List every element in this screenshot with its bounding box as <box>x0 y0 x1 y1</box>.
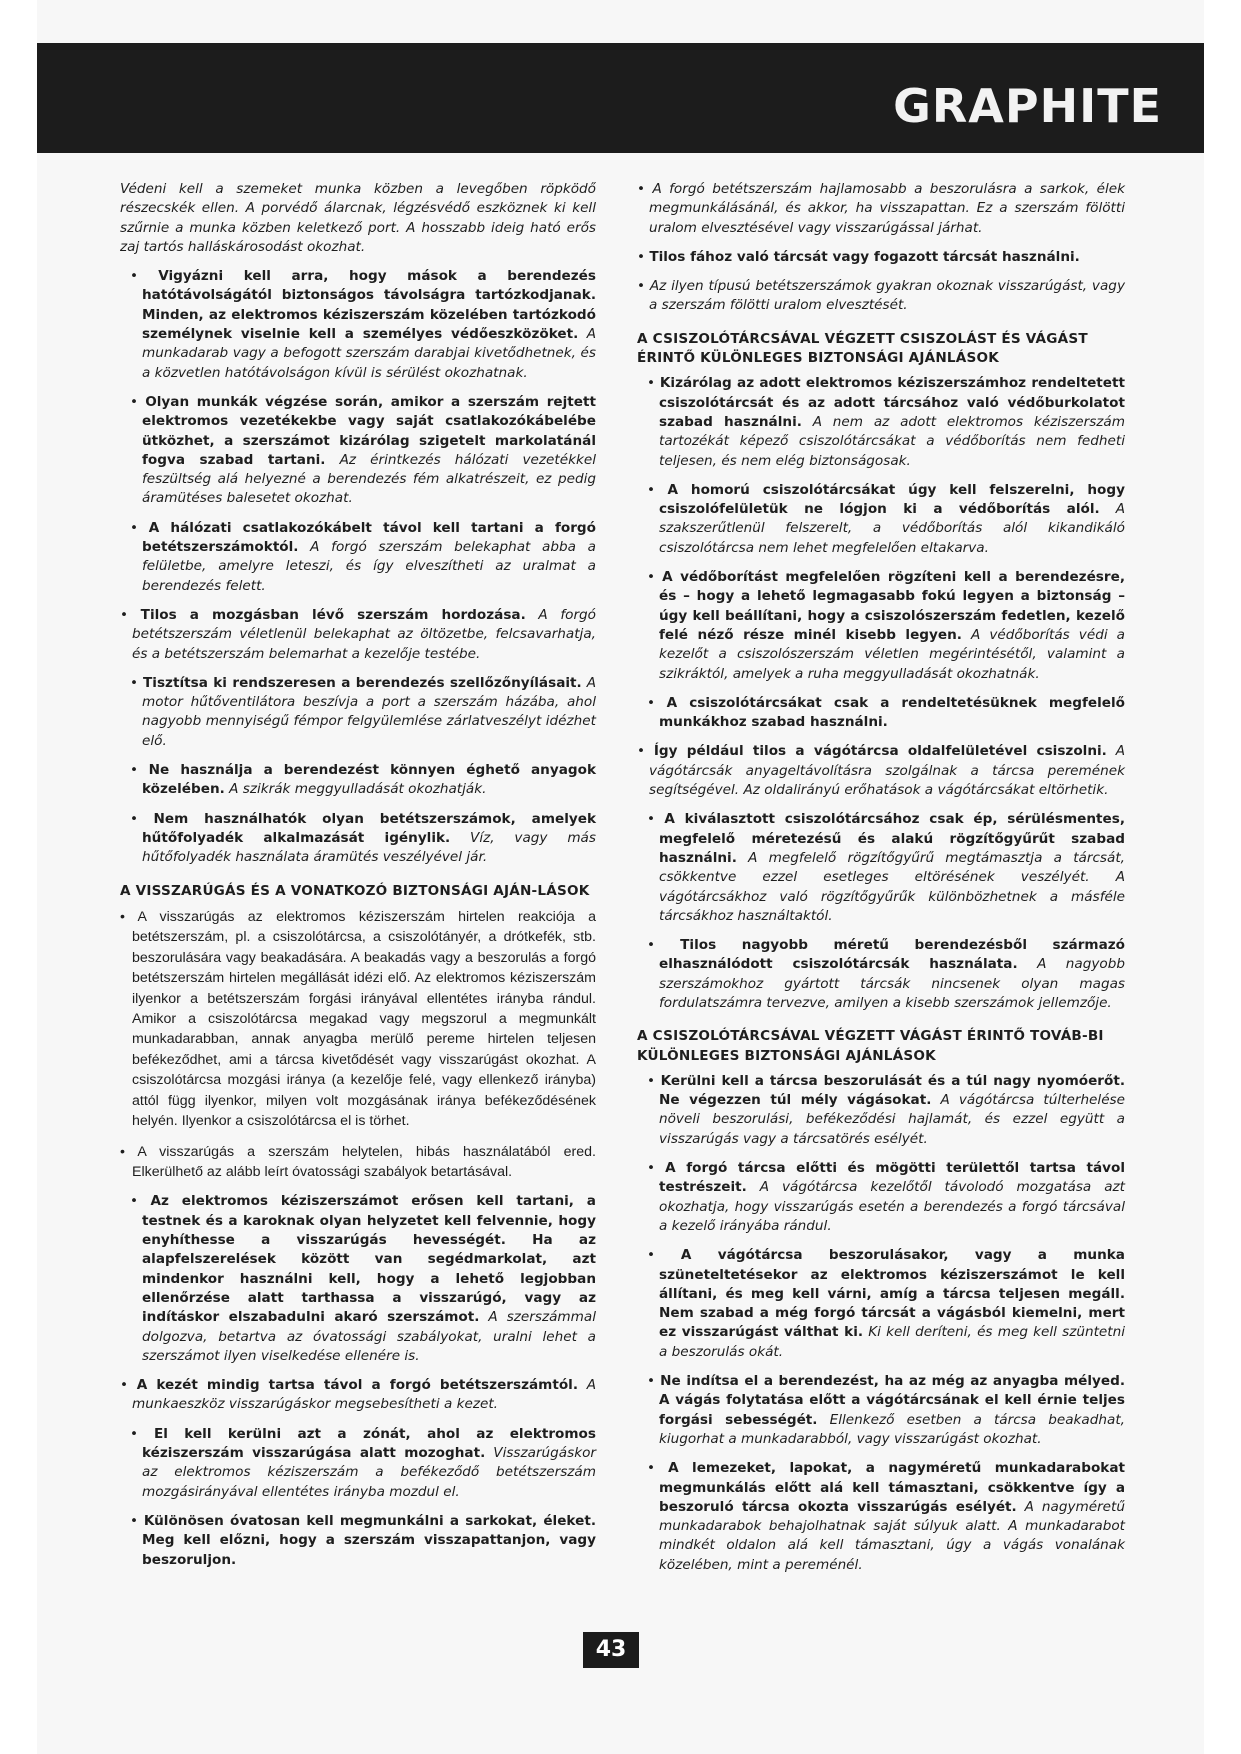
bullet-italic: A szerszámmal dolgozva, betartva az óvatossági szabályokat, uralni lehet a szerszámot ilyen viselkedése ellenére is. <box>142 1309 597 1364</box>
bullet-item: • Az elektromos kéziszerszámot erősen kell tartani, a testnek és a karoknak olyan helyzetet kell felvennie, hogy enyhíthesse a visszarúgás hevességét. Ha az alapfelszerelések között van segédmarkolat, azt mindenkor használni kell, hogy a lehető legjobban ellenőrzése alatt tarthassa a visszarúgó, vagy az indításkor elszabadulni akaró szerszámot. A szerszámmal dolgozva, betartva az óvatossági szabályokat, uralni lehet a szerszámot ilyen viselkedése ellenére is. <box>130 1193 597 1364</box>
bullet-bold: A homorú csiszolótárcsákat úgy kell felszerelni, hogy csiszolófelületük ne lógjon ki a védőborítás alól. <box>659 481 1125 518</box>
bullet-item: • A védőborítást megfelelően rögzíteni kell a berendezésre, és – hogy a lehető legmagasabb fokú legyen a biztonság – úgy kell beállítani, hogy a csiszolószerszám fedetlen, kezelő felé néző része minél kisebb legyen. A védőborítás védi a kezelőt a csiszolószerszám véletlen megérintésétől, valamint a szikráktól, amelyek a ruha meggyulladását okozhatnák. <box>647 569 1125 682</box>
bullet-item: • A forgó betétszerszám hajlamosabb a beszorulásra a sarkok, élek megmunkálásánál, és akkor, ha visszapattan. Ez a szerszám fölötti uralom elvesztésével vagy visszarúgással járhat. <box>637 181 1125 236</box>
bullet-bold: Így például tilos a vágótárcsa oldalfelületével csiszolni. <box>653 743 1107 760</box>
bullet-bold: Tisztítsa ki rendszeresen a berendezés szellőzőnyílásait. <box>143 674 582 691</box>
bullet-item: • Olyan munkák végzése során, amikor a szerszám rejtett elektromos vezetékekbe vagy saját csatlakozókábelébe ütközhet, a szerszámot kizárólag szigetelt markolatánál fogva szabad tartani. Az érintkezés hálózati vezetékkel feszültség alá helyezné a berendezés fém alkatrészeit, ez pedig áramütéses balesetet okozhat. <box>130 393 597 507</box>
bullet-item: • Vigyázni kell arra, hogy mások a berendezés hatótávolságától biztonságos távolságra tartózkodjanak. Minden, az elektromos kéziszerszám közelében tartózkodó személynek viselnie kell a személyes védőeszközöket. A munkadarab vagy a befogott szerszám darabjai kivetődhetnek, és a közvetlen hatótávolságon kívül is sérülést okozhatnak. <box>130 268 596 381</box>
bullet-bold: A forgó tárcsa előtti és mögötti területtől tartsa távol testrészeit. <box>659 1160 1125 1196</box>
bullet-italic: Az érintkezés hálózati vezetékkel feszültség alá helyezné a berendezés fém alkatrészeit, ez pedig áramütéses balesetet okozhat. <box>142 451 596 507</box>
bullet-item: • Ne indítsa el a berendezést, ha az még az anyagba mélyed. A vágás folytatása előtt a vágótárcsának el kell érnie teljes forgási sebességét. Ellenkező esetben a tárcsa beakadhat, kiugorhat a munkadarabból, vagy visszarúgást okozhat. <box>647 1373 1125 1447</box>
bullet-bold: Tilos nagyobb méretű berendezésből származó elhasználódott csiszolótárcsák használata. <box>659 937 1125 973</box>
bullet-italic: A vágótárcsa kezelőtől távolodó mozgatása azt okozhatja, hogy visszarúgás esetén a berendezés a forgó tárcsával a kezelő irányába rándul. <box>659 1179 1125 1234</box>
section-heading: A VISSZARÚGÁS ÉS A VONATKOZÓ BIZTONSÁGI AJÁN-LÁSOK <box>120 882 590 899</box>
section-heading: A CSISZOLÓTÁRCSÁVAL VÉGZETT VÁGÁST ÉRINTŐ TOVÁB-BI KÜLÖNLEGES BIZTONSÁGI AJÁNLÁSOK <box>637 1028 1104 1064</box>
bullet-item: • Nem használhatók olyan betétszerszámok, amelyek hűtőfolyadék alkalmazását igénylik. Víz, vagy más hűtőfolyadék használata áramütés veszélyével jár. <box>130 810 597 866</box>
bullet-bold: A védőborítást megfelelően rögzíteni kell a berendezésre, és – hogy a lehető legmagasabb fokú legyen a biztonság – úgy kell beállítani, hogy a csiszolószerszám fedetlen, kezelő felé néző része minél kisebb legyen. <box>659 569 1125 643</box>
bullet-item: • Így például tilos a vágótárcsa oldalfelületével csiszolni. A vágótárcsák anyageltávolításra szolgálnak a tárcsa peremének segítségével. Az oldalirányú erőhatások a vágótárcsákat eltörhetik. <box>637 743 1125 799</box>
bullet-text: A visszarúgás az elektromos kéziszerszám hirtelen reakciója a betétszerszám, pl. a csiszolótárcsa, a csiszolótányér, a drótkefék, stb. beszorulására vagy beakadására. A beakadás vagy a beszorulás a forgó betétszerszám hirtelen megállását idézi elő. Az elektromos kéziszerszám ilyenkor a betétszerszám forgási irányával ellentétes irányba rándul. Amikor a csiszolótárcsa megakad vagy megszorul a megmunkált munkadarabban, annak anyagba merülő pereme hirtelen teljesen befékeződhet, ami a tárcsa kivetődését vagy visszarúgást okozhat. A csiszolótárcsa mozgási iránya (a kezelője felé, vagy ellenkező irányba) attól függ ilyenkor, milyen volt mozgásának iránya befékeződésének helyén. Ilyenkor a csiszolótárcsa el is törhet. <box>132 908 596 1130</box>
bullet-item: • A lemezeket, lapokat, a nagyméretű munkadarabokat megmunkálás előtt alá kell támasztani, csökkentve így a beszoruló tárcsa okozta visszarúgás esélyét. A nagyméretű munkadarabok behajolhatnak saját súlyuk alatt. A munkadarabot mindkét oldalon alá kell támasztani, úgy a vágás vonalának közelében, mint a pereménél. <box>647 1460 1126 1573</box>
bullet-italic: A munkaeszköz visszarúgáskor megsebesítheti a kezet. <box>132 1377 596 1413</box>
bullet-item: • A vágótárcsa beszorulásakor, vagy a munka szüneteltetésekor az elektromos kéziszerszámot le kell állítani, és meg kell várni, amíg a tárcsa teljesen megáll. Nem szabad a még forgó tárcsát a vágásból kiemelni, mert ez visszarúgást válthat ki. Ki kell deríteni, és meg kell szüntetni a beszorulás okát. <box>647 1247 1125 1360</box>
bullet-item: • A visszarúgás az elektromos kéziszerszám hirtelen reakciója a betétszerszám, pl. a csiszolótárcsa, a csiszolótányér, a drótkefék, stb. beszorulására vagy beakadására. A beakadás vagy a beszorulás a forgó betétszerszám hirtelen megállását idézi elő. Az elektromos kéziszerszám ilyenkor a betétszerszám forgási irányával ellentétes irányba rándul. Amikor a csiszolótárcsa megakad vagy megszorul a megmunkált munkadarabban, annak anyagba merülő pereme hirtelen teljesen befékeződhet, ami a tárcsa kivetődését vagy visszarúgást okozhat. A csiszolótárcsa mozgási iránya (a kezelője felé, vagy ellenkező irányba) attól függ ilyenkor, milyen volt mozgásának iránya befékeződésének helyén. Ilyenkor a csiszolótárcsa el is törhet. <box>120 908 596 1130</box>
bullet-italic: A motor hűtőventilátora beszívja a port a szerszám házába, ahol nagyobb mennyiségű fémpor felgyülemlése zárlatveszélyt idézhet elő. <box>142 674 596 749</box>
bullet-bold: A hálózati csatlakozókábelt távol kell tartani a forgó betétszerszámoktól. <box>142 519 597 556</box>
bullet-italic: A szikrák meggyulladását okozhatják. <box>229 781 487 798</box>
bullet-italic: A megfelelő rögzítőgyűrű megtámasztja a tárcsát, csökkentve ezzel esetleges eltörésének veszélyét. A vágótárcsákhoz való rögzítőgyűrűk különbözhetnek a másféle tárcsákhoz használtaktól. <box>659 849 1125 924</box>
bullet-italic: A védőborítás védi a kezelőt a csiszolószerszám véletlen megérintésétől, valamint a szikráktól, amelyek a ruha meggyulladását okozhatnák. <box>659 626 1125 682</box>
left-column <box>120 180 596 1580</box>
bullet-bold: A lemezeket, lapokat, a nagyméretű munkadarabokat megmunkálás előtt alá kell támasztani, csökkentve így a beszoruló tárcsa okozta visszarúgás esélyét. <box>659 1460 1126 1515</box>
bullet-italic: A nagyméretű munkadarabok behajolhatnak saját súlyuk alatt. A munkadarabot mindkét oldalon alá kell támasztani, úgy a vágás vonalának közelében, mint a pereménél. <box>659 1498 1125 1573</box>
bullet-bold: A csiszolótárcsákat csak a rendeltetésüknek megfelelő munkákhoz szabad használni. <box>659 694 1125 731</box>
bullet-text: A visszarúgás a szerszám helytelen, hibás használatából ered. Elkerülhető az alább leírt óvatossági szabályok betartásával. <box>132 1143 596 1181</box>
bullet-bold: El kell kerülni azt a zónát, ahol az elektromos kéziszerszám visszarúgása alatt mozoghat. <box>142 1425 596 1462</box>
bullet-bold: Ne indítsa el a berendezést, ha az még az anyagba mélyed. A vágás folytatása előtt a vágótárcsának el kell érnie teljes forgási sebességét. <box>659 1373 1125 1428</box>
page-number: 43 <box>583 1632 639 1668</box>
bullet-item: • Tilos a mozgásban lévő szerszám hordozása. A forgó betétszerszám véletlenül belekaphat az öltözetbe, felcsavarhatja, és a betétszerszám belemarhat a kezelője testébe. <box>120 606 596 662</box>
bullet-italic: A forgó szerszám belekaphat abba a felületbe, amelyre leteszi, és így elveszítheti az uralmat a berendezés felett. <box>142 539 596 594</box>
bullet-item: • A csiszolótárcsákat csak a rendeltetésüknek megfelelő munkákhoz szabad használni. <box>647 694 1125 731</box>
bullet-item: • Tilos fához való tárcsát vagy fogazott tárcsát használni. <box>637 248 1080 265</box>
header-bar <box>37 43 1204 153</box>
bullet-item: • Ne használja a berendezést könnyen éghető anyagok közelében. A szikrák meggyulladását okozhatják. <box>130 762 596 798</box>
bullet-bold: Ne használja a berendezést könnyen éghető anyagok közelében. <box>142 762 596 798</box>
bullet-item: • Tisztítsa ki rendszeresen a berendezés szellőzőnyílásait. A motor hűtőventilátora beszívja a port a szerszám házába, ahol nagyobb mennyiségű fémpor felgyülemlése zárlatveszélyt idézhet elő. <box>130 674 596 749</box>
paragraph: Védeni kell a szemeket munka közben a levegőben röpködő részecskék ellen. A porvédő álarcnak, légzésvédő eszköznek ki kell szűrnie a munka közben keletkező port. A hosszabb ideig ható erős zaj tartós halláskárosodást okozhat. <box>120 181 596 255</box>
bullet-bold: Kerülni kell a tárcsa beszorulását és a túl nagy nyomóerőt. Ne végezzen túl mély vágásokat. <box>659 1072 1125 1109</box>
bullet-bold: Tilos a mozgásban lévő szerszám hordozása. <box>140 606 526 623</box>
bullet-item: • Tilos nagyobb méretű berendezésből származó elhasználódott csiszolótárcsák használata. A nagyobb szerszámokhoz gyártott tárcsák nincsenek olyan magas fordulatszámra tervezve, amilyen a kisebb szerszámok jellemzője. <box>647 937 1125 1011</box>
bullet-bold: Az elektromos kéziszerszámot erősen kell tartani, a testnek és a karoknak olyan helyzetet kell felvennie, hogy enyhíthesse a visszarúgás hevességét. Ha az alapfelszerelések között van segédmarkolat, azt mindenkor használni kell, hogy a lehető legjobban ellenőrzése alatt tarthassa a visszarúgó, vagy az indításkor elszabadulni akaró szerszámot. <box>142 1193 596 1326</box>
bullet-italic: Az ilyen típusú betétszerszámok gyakran okoznak visszarúgást, vagy a szerszám fölötti uralom elvesztését. <box>649 278 1125 314</box>
bullet-italic: Ellenkező esetben a tárcsa beakadhat, kiugorhat a munkadarabból, vagy visszarúgást okozhat. <box>659 1411 1125 1447</box>
bullet-italic: Visszarúgáskor az elektromos kéziszerszám a befékeződő betétszerszám mozgásirányával ellentétes irányba mozdul el. <box>142 1445 596 1500</box>
bullet-italic: A munkadarab vagy a befogott szerszám darabjai kivetődhetnek, és a közvetlen hatótávolságon kívül is sérülést okozhatnak. <box>142 326 596 381</box>
bullet-italic: Víz, vagy más hűtőfolyadék használata áramütés veszélyével jár. <box>142 829 596 866</box>
bullet-item: • A kiválasztott csiszolótárcsához csak ép, sérülésmentes, megfelelő méretezésű és alakú rögzítőgyűrűt szabad használni. A megfelelő rögzítőgyűrű megtámasztja a tárcsát, csökkentve ezzel esetleges eltörésének veszélyét. A vágótárcsákhoz való rögzítőgyűrűk különbözhetnek a másféle tárcsákhoz használtaktól. <box>647 811 1125 924</box>
bullet-item: • A homorú csiszolótárcsákat úgy kell felszerelni, hogy csiszolófelületük ne lógjon ki a védőborítás alól. A szakszerűtlenül felszerelt, a védőborítás alól kikandikáló csiszolótárcsa nem lehet megfelelően eltakarva. <box>647 481 1125 556</box>
bullet-italic: A forgó betétszerszám véletlenül belekaphat az öltözetbe, felcsavarhatja, és a betétszerszám belemarhat a kezelője testébe. <box>132 606 596 662</box>
bullet-bold: A kiválasztott csiszolótárcsához csak ép, sérülésmentes, megfelelő méretezésű és alakú rögzítőgyűrűt szabad használni. <box>659 811 1125 866</box>
bullet-bold: Tilos fához való tárcsát vagy fogazott tárcsát használni. <box>649 248 1080 265</box>
bullet-item: • Kerülni kell a tárcsa beszorulását és a túl nagy nyomóerőt. Ne végezzen túl mély vágásokat. A vágótárcsa túlterhelése növeli beszorulási, befékeződési hajlamát, és ezzel együtt a visszarúgás vagy a tárcsatörés esélyét. <box>647 1072 1126 1147</box>
section-heading: A CSISZOLÓTÁRCSÁVAL VÉGZETT CSISZOLÁST ÉS VÁGÁST ÉRINTŐ KÜLÖNLEGES BIZTONSÁGI AJÁNLÁSOK <box>637 330 1088 367</box>
bullet-italic: A vágótárcsa túlterhelése növeli beszorulási, befékeződési hajlamát, és ezzel együtt a visszarúgás vagy a tárcsatörés esélyét. <box>659 1092 1126 1147</box>
bullet-bold: A vágótárcsa beszorulásakor, vagy a munka szüneteltetésekor az elektromos kéziszerszámot le kell állítani, és meg kell várni, amíg a tárcsa teljesen megáll. Nem szabad a még forgó tárcsát a vágásból kiemelni, mert ez visszarúgást válthat ki. <box>659 1247 1125 1341</box>
bullet-bold: Kizárólag az adott elektromos kéziszerszámhoz rendeltetett csiszolótárcsát és az adott tárcsához való védőburkolatot szabad használni. <box>659 375 1125 430</box>
bullet-item: • Kizárólag az adott elektromos kéziszerszámhoz rendeltetett csiszolótárcsát és az adott tárcsához való védőburkolatot szabad használni. A nem az adott elektromos kéziszerszám tartozékát képező csiszolótárcsákat a védőborítás nem fedheti teljesen, és nem elég biztonságosak. <box>647 375 1125 469</box>
bullet-bold: Különösen óvatosan kell megmunkálni a sarkokat, éleket. Meg kell előzni, hogy a szerszám visszapattanjon, vagy beszoruljon. <box>142 1512 596 1568</box>
bullet-item: • A hálózati csatlakozókábelt távol kell tartani a forgó betétszerszámoktól. A forgó szerszám belekaphat abba a felületbe, amelyre leteszi, és így elveszítheti az uralmat a berendezés felett. <box>130 519 597 594</box>
brand-logo: GRAPHITE <box>893 79 1162 133</box>
bullet-italic: A forgó betétszerszám hajlamosabb a beszorulásra a sarkok, élek megmunkálásánál, és akkor, ha visszapattan. Ez a szerszám fölötti uralom elvesztésével vagy visszarúgással járhat. <box>649 181 1125 236</box>
bullet-item: • A visszarúgás a szerszám helytelen, hibás használatából ered. Elkerülhető az alább leírt óvatossági szabályok betartásával. <box>120 1143 596 1181</box>
bullet-bold: Vigyázni kell arra, hogy mások a berendezés hatótávolságától biztonságos távolságra tartózkodjanak. Minden, az elektromos kéziszerszám közelében tartózkodó személynek viselnie kell a személyes védőeszközöket. <box>142 268 596 343</box>
right-column <box>637 180 1125 1585</box>
bullet-italic: Ki kell deríteni, és meg kell szüntetni a beszorulás okát. <box>659 1324 1125 1360</box>
bullet-bold: Olyan munkák végzése során, amikor a szerszám rejtett elektromos vezetékekbe vagy saját csatlakozókábelébe ütközhet, a szerszámot kizárólag szigetelt markolatánál fogva szabad tartani. <box>142 393 597 468</box>
bullet-italic: A vágótárcsák anyageltávolításra szolgálnak a tárcsa peremének segítségével. Az oldalirányú erőhatások a vágótárcsákat eltörhetik. <box>649 743 1125 799</box>
bullet-italic: A nagyobb szerszámokhoz gyártott tárcsák nincsenek olyan magas fordulatszámra tervezve, amilyen a kisebb szerszámok jellemzője. <box>659 956 1125 1011</box>
bullet-item: • Különösen óvatosan kell megmunkálni a sarkokat, éleket. Meg kell előzni, hogy a szerszám visszapattanjon, vagy beszoruljon. <box>130 1512 596 1568</box>
bullet-item: • El kell kerülni azt a zónát, ahol az elektromos kéziszerszám visszarúgása alatt mozoghat. Visszarúgáskor az elektromos kéziszerszám a befékeződő betétszerszám mozgásirányával ellentétes irányba mozdul el. <box>130 1425 596 1500</box>
bullet-item: • A forgó tárcsa előtti és mögötti területtől tartsa távol testrészeit. A vágótárcsa kezelőtől távolodó mozgatása azt okozhatja, hogy visszarúgás esetén a berendezés a forgó tárcsával a kezelő irányába rándul. <box>647 1160 1125 1234</box>
bullet-italic: A szakszerűtlenül felszerelt, a védőborítás alól kikandikáló csiszolótárcsa nem lehet megfelelően eltakarva. <box>659 501 1125 556</box>
bullet-bold: A kezét mindig tartsa távol a forgó betétszerszámtól. <box>136 1377 578 1394</box>
bullet-bold: Nem használhatók olyan betétszerszámok, amelyek hűtőfolyadék alkalmazását igénylik. <box>142 810 597 846</box>
bullet-italic: A nem az adott elektromos kéziszerszám tartozékát képező csiszolótárcsákat a védőborítás nem fedheti teljesen, és nem elég biztonságosak. <box>659 413 1125 469</box>
bullet-item: • A kezét mindig tartsa távol a forgó betétszerszámtól. A munkaeszköz visszarúgáskor megsebesítheti a kezet. <box>120 1377 596 1413</box>
bullet-item: • Az ilyen típusú betétszerszámok gyakran okoznak visszarúgást, vagy a szerszám fölötti uralom elvesztését. <box>637 278 1125 314</box>
